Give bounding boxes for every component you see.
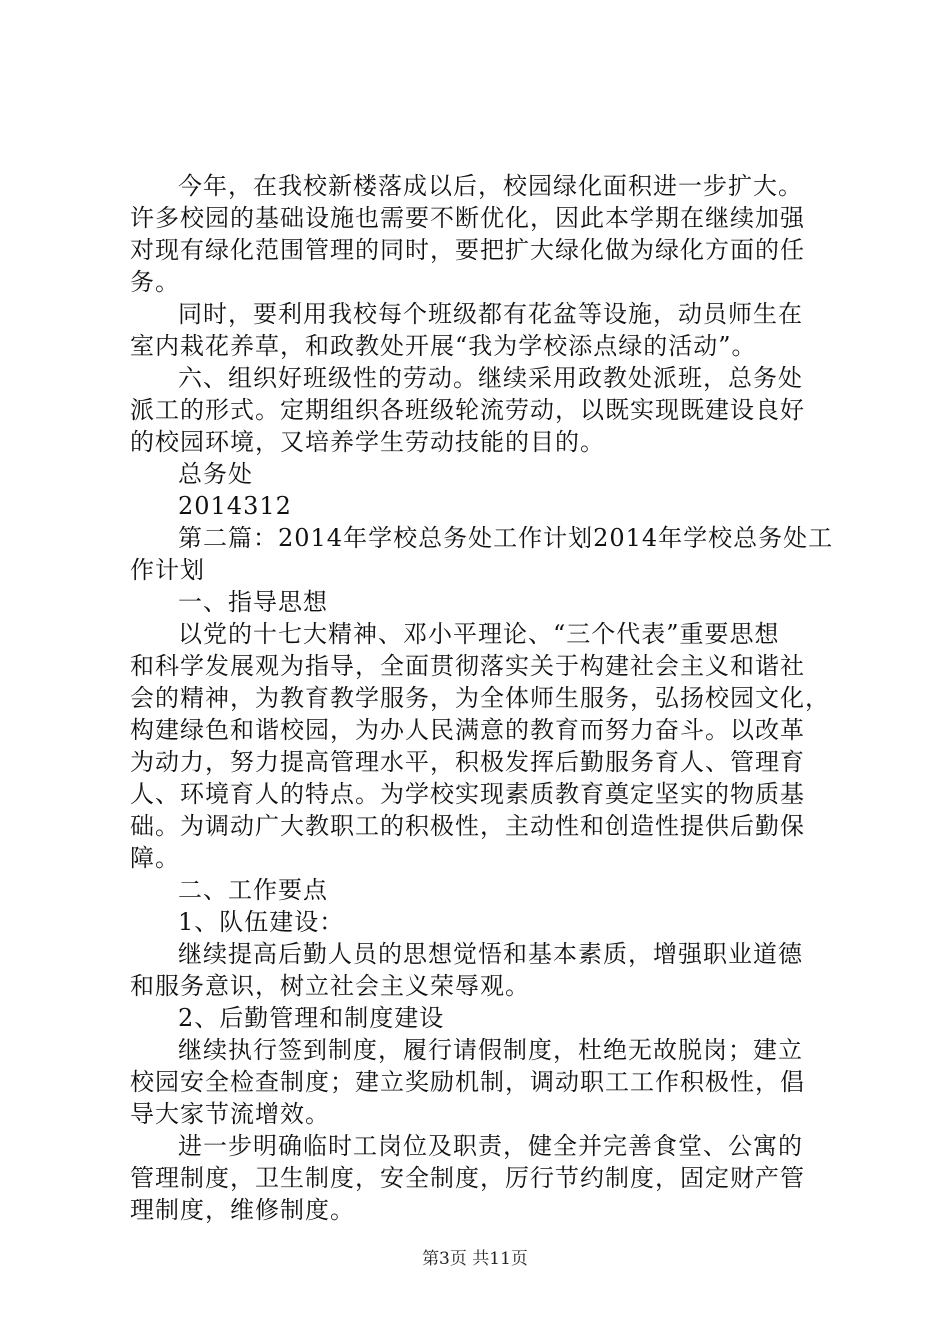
- text-line: 理制度，维修制度。: [130, 1196, 355, 1224]
- text-line: 今年，在我校新楼落成以后，校园绿化面积进一步扩大。: [178, 172, 803, 200]
- text-line: 为动力，努力提高管理水平，积极发挥后勤服务育人、管理育: [130, 748, 805, 776]
- text-line: 室内栽花养草，和政教处开展“我为学校添点绿的活动”。: [130, 332, 757, 360]
- text-line: 派工的形式。定期组织各班级轮流劳动，以既实现既建设良好: [130, 396, 805, 424]
- text-line: 继续提高后勤人员的思想觉悟和基本素质，增强职业道德: [178, 940, 803, 968]
- text-line: 2014312: [178, 492, 292, 520]
- text-line: 二、工作要点: [178, 876, 328, 904]
- text-line: 作计划: [130, 556, 205, 584]
- page-footer: 第3页 共11页: [422, 1249, 528, 1269]
- text-line: 务。: [130, 268, 180, 296]
- text-line: 会的精神，为教育教学服务，为全体师生服务，弘扬校园文化，: [130, 684, 830, 712]
- text-line: 同时，要利用我校每个班级都有花盆等设施，动员师生在: [178, 300, 803, 328]
- text-line: 六、组织好班级性的劳动。继续采用政教处派班，总务处: [178, 364, 803, 392]
- text-line: 校园安全检查制度；建立奖励机制，调动职工工作积极性，倡: [130, 1068, 805, 1096]
- text-line: 导大家节流增效。: [130, 1100, 330, 1128]
- text-line: 进一步明确临时工岗位及职责，健全并完善食堂、公寓的: [178, 1132, 803, 1160]
- text-line: 对现有绿化范围管理的同时，要把扩大绿化做为绿化方面的任: [130, 236, 805, 264]
- text-line: 许多校园的基础设施也需要不断优化，因此本学期在继续加强: [130, 204, 805, 232]
- text-line: 障。: [130, 844, 180, 872]
- text-line: 总务处: [178, 460, 253, 488]
- text-line: 人、环境育人的特点。为学校实现素质教育奠定坚实的物质基: [130, 780, 805, 808]
- text-line: 2、后勤管理和制度建设: [178, 1004, 445, 1032]
- document-body: [130, 170, 834, 1226]
- text-line: 一、指导思想: [178, 588, 328, 616]
- text-line: 和服务意识，树立社会主义荣辱观。: [130, 972, 530, 1000]
- text-line: 构建绿色和谐校园，为办人民满意的教育而努力奋斗。以改革: [130, 716, 805, 744]
- text-line: 1、队伍建设：: [178, 908, 345, 936]
- text-line: 第二篇：2014年学校总务处工作计划2014年学校总务处工: [178, 524, 834, 552]
- text-line: 以党的十七大精神、邓小平理论、“三个代表”重要思想: [178, 620, 780, 648]
- text-line: 础。为调动广大教职工的积极性，主动性和创造性提供后勤保: [130, 812, 805, 840]
- text-line: 的校园环境，又培养学生劳动技能的目的。: [130, 428, 605, 456]
- text-line: 继续执行签到制度，履行请假制度，杜绝无故脱岗；建立: [178, 1036, 803, 1064]
- text-line: 管理制度，卫生制度，安全制度，厉行节约制度，固定财产管: [130, 1164, 805, 1192]
- text-line: 和科学发展观为指导，全面贯彻落实关于构建社会主义和谐社: [130, 652, 805, 680]
